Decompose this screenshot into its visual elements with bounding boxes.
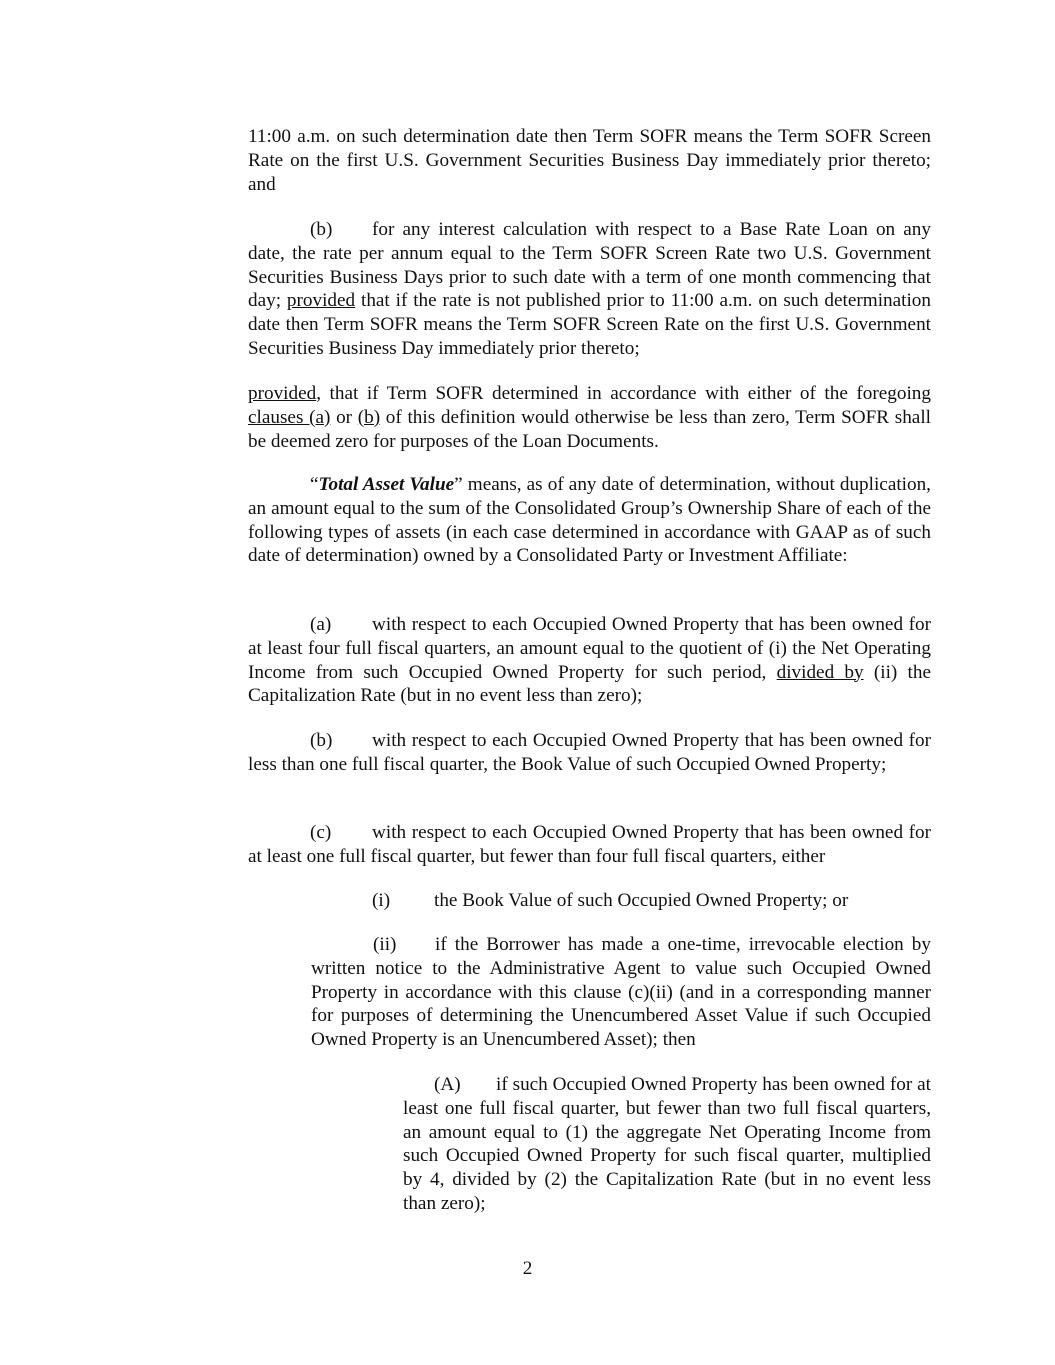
paragraph-text: with respect to each Occupied Owned Property that has been owned for less than one full fiscal quarter, the Book Value of such Occupied Owned Property;: [248, 730, 931, 775]
paragraph-subclause-A: [403, 1073, 931, 1216]
clause-label: (ii): [373, 934, 397, 955]
paragraph-text: or: [330, 406, 358, 428]
page-number: 2: [522, 1258, 533, 1279]
paragraph-proviso: [248, 382, 931, 453]
clause-label: (b): [310, 219, 333, 240]
paragraph-text: for any interest calculation with respect to a Base Rate Loan on any date, the rate per annum equal to the Term SOFR Screen Rate two U.S. Government Securities Business Days prior to such date with a term of one month commencing that day;: [248, 219, 931, 312]
paragraph-clause-b-base-rate: [248, 218, 931, 361]
defined-term: Total Asset Value: [318, 474, 455, 495]
clause-label: (a): [310, 614, 332, 635]
paragraph-text: of this definition would otherwise be less than zero, Term SOFR shall be deemed zero for purposes of the Loan Documents.: [248, 406, 931, 452]
paragraph-total-asset-value-definition: [248, 473, 931, 568]
paragraph-subclause-i: [372, 889, 931, 913]
clause-b-reference: (b): [357, 406, 381, 428]
paragraph-text: (ii) the Capitalization Rate (but in no event less than zero);: [248, 661, 931, 707]
clause-label: (b): [310, 730, 333, 751]
clause-label: (i): [372, 890, 391, 911]
paragraph-clause-a: [248, 613, 931, 708]
paragraph-text: the Book Value of such Occupied Owned Property; or: [434, 890, 849, 911]
paragraph-text: that if the rate is not published prior to 11:00 a.m. on such determination date then Term SOFR means the Term SOFR Screen Rate on the first U.S. Government Securities Business Day immediately prior thereto;: [248, 290, 931, 359]
paragraph-term-sofr-continuation: [248, 125, 931, 196]
provided-term: provided: [248, 383, 317, 404]
paragraph-text: if such Occupied Owned Property has been owned for at least one full fiscal quarter, but fewer than two full fiscal quarters, an amount equal to (1) the aggregate Net Operating Income from such Occupied Owned Property for such fiscal quarter, multiplied by 4, divided by (2) the Capitalization Rate (but in no event less than zero);: [403, 1074, 931, 1214]
paragraph-text: if the Borrower has made a one-time, irrevocable election by written notice to the Administrative Agent to value such Occupied Owned Property in accordance with this clause (c)(ii) (and in a corresponding manner for purposes of determining the Unencumbered Asset Value if such Occupied Owned Property is an Unencumbered Asset); then: [311, 934, 931, 1051]
paragraph-clause-c: [248, 821, 931, 869]
close-quote: ”: [454, 474, 463, 495]
paragraph-text: 11:00 a.m. on such determination date then Term SOFR means the Term SOFR Screen Rate on the first U.S. Government Securities Business Day immediately prior thereto; and: [248, 126, 931, 195]
clause-label: (A): [434, 1074, 461, 1095]
paragraph-text: with respect to each Occupied Owned Property that has been owned for at least four full fiscal quarters, an amount equal to the quotient of (i) the Net Operating Income from such Occupied Owned Property for such period,: [248, 614, 931, 683]
divided-by-term: divided by: [776, 661, 864, 683]
clause-a-reference: clauses (a): [248, 406, 331, 428]
paragraph-clause-b: [248, 729, 931, 777]
provided-term: provided: [286, 290, 356, 312]
paragraph-text: , that if Term SOFR determined in accordance with either of the foregoing: [316, 383, 931, 404]
paragraph-text: means, as of any date of determination, without duplication, an amount equal to the sum of the Consolidated Group’s Ownership Share of each of the following types of assets (in each case determined in accordance with GAAP as of such date of determination) owned by a Consolidated Party or Investment Affiliate:: [248, 474, 931, 567]
clause-label: (c): [310, 822, 332, 843]
open-quote: “: [310, 474, 319, 495]
paragraph-subclause-ii: [311, 933, 931, 1052]
paragraph-text: with respect to each Occupied Owned Property that has been owned for at least one full fiscal quarter, but fewer than four full fiscal quarters, either: [248, 822, 931, 867]
